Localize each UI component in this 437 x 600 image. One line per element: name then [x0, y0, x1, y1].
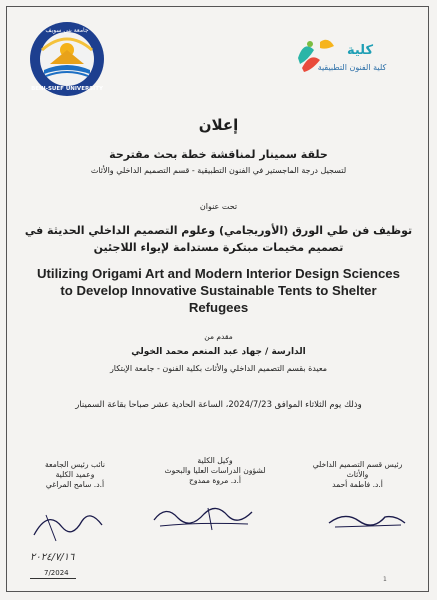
- signature-scribble-right: [325, 505, 410, 533]
- signature-block-department-head: [300, 460, 415, 490]
- degree-line: لتسجيل درجة الماجستير في الفنون التطبيقية - قسم التصميم الداخلي والأثاث: [90, 166, 347, 175]
- announcement-subtitle: حلقة سمينار لمناقشة خطة بحث مقترحة: [109, 148, 328, 161]
- student-name: الدارسة / جهاد عبد المنعم محمد الخولي: [131, 347, 306, 357]
- student-affiliation: معيدة بقسم التصميم الداخلي والأثاث بكلية الفنون - جامعة الإبتكار: [109, 364, 328, 373]
- signature-mid-line2: لشؤون الدراسات العليا والبحوث: [164, 466, 266, 475]
- footer-date: 7/2024: [44, 569, 69, 577]
- signature-mid-line3: أ.د. مروة ممدوح: [188, 476, 242, 485]
- applied-arts-logo: [290, 30, 390, 88]
- handwritten-date: ٢٠٢٤/٧/١٦: [30, 552, 75, 563]
- signature-left-line2: وعميد الكلية: [55, 470, 95, 479]
- page-number: 1: [383, 576, 387, 583]
- under-title-label: تحت عنوان: [199, 202, 238, 211]
- footer-date-underline: [30, 578, 76, 579]
- svg-text:كلية: كلية: [346, 43, 374, 58]
- signature-scribble-middle: [148, 500, 258, 534]
- logo-left-text-ar: جامعة بني سويف: [45, 27, 89, 34]
- english-title-line1: Utilizing Origami Art and Modern Interior Design Sciences: [37, 266, 400, 281]
- signature-right-line2: والأثاث: [346, 470, 369, 479]
- english-title-line3: Refugees: [188, 300, 249, 315]
- signature-left-line3: أ.د. سامح المراغي: [45, 480, 105, 489]
- seminar-date-line: وذلك يوم الثلاثاء الموافق 2024/7/23، الساعة الحادية عشر صباحا بقاعة السمينار: [75, 400, 362, 410]
- signature-mid-line1: وكيل الكلية: [197, 456, 233, 465]
- announcement-title: إعلان: [198, 116, 239, 134]
- english-thesis-title: [20, 265, 417, 316]
- signature-block-vice-dean: [150, 456, 280, 486]
- signature-scribble-left: [28, 505, 108, 545]
- logo-right-text: كلية الفنون التطبيقية: [317, 63, 387, 72]
- signature-left-line1: نائب رئيس الجامعة: [44, 460, 106, 469]
- signature-right-line3: أ.د. فاطمة أحمد: [332, 480, 383, 489]
- signature-block-dean: [15, 460, 135, 490]
- beni-suef-university-logo: [28, 20, 106, 98]
- arabic-thesis-title-line2: تصميم مخيمات مبتكرة مستدامة لإيواء اللاجئين: [93, 241, 344, 254]
- presented-by-label: مقدم من: [204, 332, 233, 341]
- signature-right-line1: رئيس قسم التصميم الداخلي: [312, 460, 403, 469]
- logo-left-text: BENI-SUEF UNIVERSITY: [31, 86, 103, 92]
- english-title-line2: to Develop Innovative Sustainable Tents to Shelter: [60, 283, 377, 298]
- arabic-thesis-title-line1: توظيف فن طي الورق (الأوريجامي) وعلوم التصميم الداخلي الحديثة في: [24, 224, 413, 237]
